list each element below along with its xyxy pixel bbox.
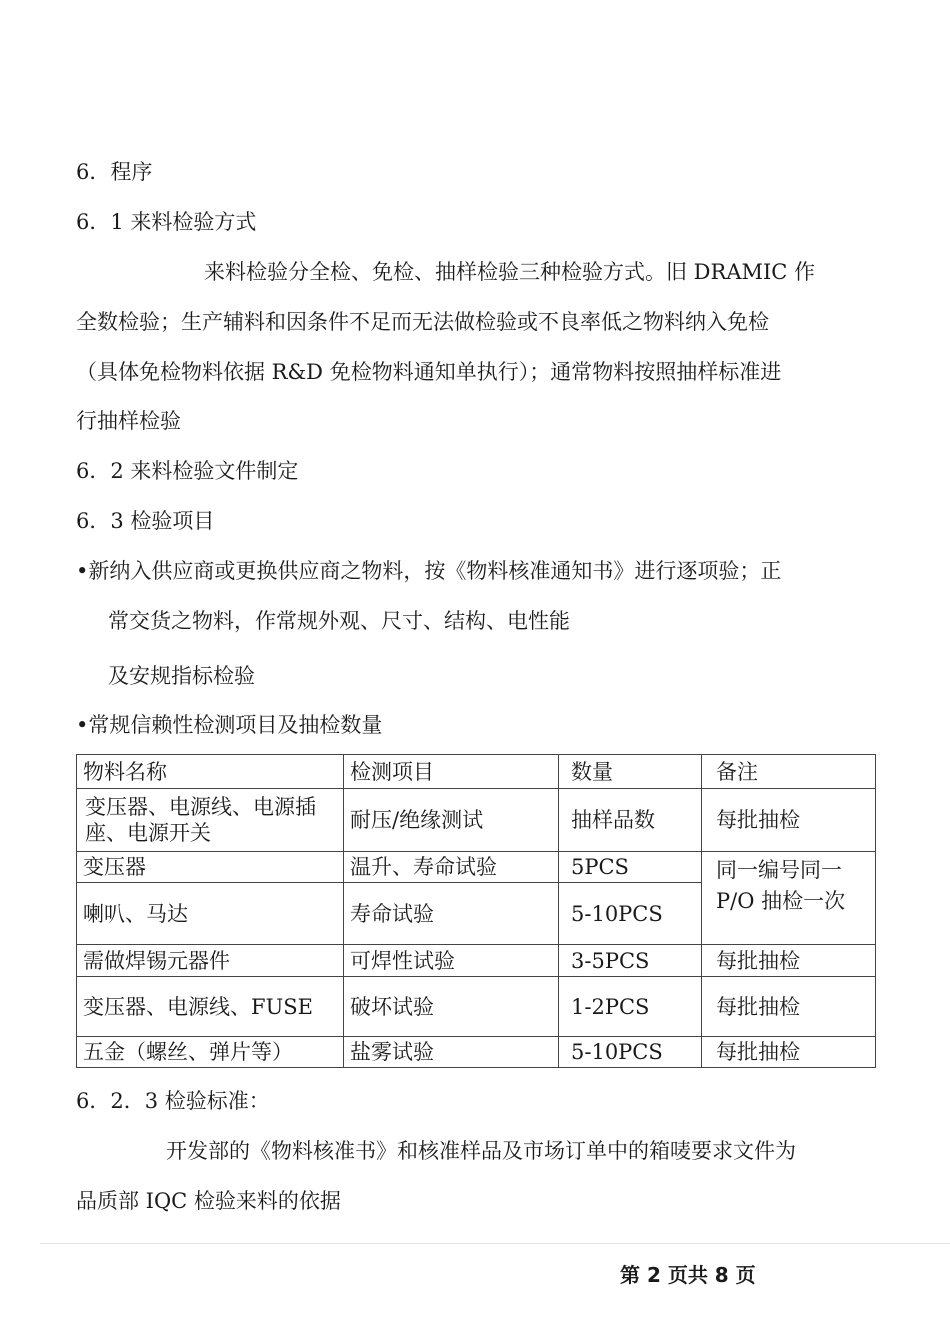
table-row (77, 945, 876, 977)
section-heading: 6．程序 (76, 160, 153, 184)
note-cell: 每批抽检 (702, 789, 876, 852)
test-cell: 温升、寿命试验 (344, 852, 559, 883)
table-header-cell: 检测项目 (344, 755, 559, 789)
table-header-cell: 物料名称 (77, 755, 344, 789)
test-cell: 耐压/绝缘测试 (344, 789, 559, 852)
qty-cell: 抽样品数 (559, 789, 702, 852)
inspection-table (76, 754, 876, 1068)
material-cell: 需做焊锡元器件 (77, 945, 344, 977)
section-heading: 6．2．3 检验标准： (76, 1089, 270, 1113)
material-cell: 变压器、电源线、电源插座、电源开关 (77, 789, 344, 852)
table-row (77, 1037, 876, 1068)
paragraph-line: 全数检验；生产辅料和因条件不足而无法做检验或不良率低之物料纳入免检 (76, 310, 769, 334)
table-row (77, 789, 876, 852)
bullet-line: 及安规指标检验 (108, 664, 255, 688)
bullet-line: •常规信赖性检测项目及抽检数量 (76, 713, 383, 737)
table-header-row (77, 755, 876, 789)
paragraph-line: 品质部 IQC 检验来料的依据 (76, 1189, 341, 1213)
section-heading: 6．2 来料检验文件制定 (76, 459, 299, 483)
test-cell: 盐雾试验 (344, 1037, 559, 1068)
material-cell: 变压器、电源线、FUSE (77, 977, 344, 1037)
paragraph-line: （具体免检物料依据 R&D 免检物料通知单执行）；通常物料按照抽样标准进 (76, 360, 782, 384)
test-cell: 可焊性试验 (344, 945, 559, 977)
paragraph-line: 来料检验分全检、免检、抽样检验三种检验方式。旧 DRAMIC 作 (204, 260, 816, 284)
qty-cell: 5PCS (559, 852, 702, 883)
qty-cell: 5-10PCS (559, 1037, 702, 1068)
qty-cell: 5-10PCS (559, 883, 702, 945)
page-number: 第 2 页共 8 页 (620, 1263, 756, 1287)
section-heading: 6．1 来料检验方式 (76, 210, 257, 234)
paragraph-line: 行抽样检验 (76, 409, 181, 433)
material-cell: 变压器 (77, 852, 344, 883)
material-cell: 五金（螺丝、弹片等） (77, 1037, 344, 1068)
test-cell: 寿命试验 (344, 883, 559, 945)
table-header-cell: 数量 (559, 755, 702, 789)
note-cell: 每批抽检 (702, 977, 876, 1037)
paragraph-line: 开发部的《物料核准书》和核准样品及市场订单中的箱唛要求文件为 (166, 1139, 796, 1163)
note-cell: 同一编号同一P/O 抽检一次 (702, 852, 876, 945)
test-cell: 破坏试验 (344, 977, 559, 1037)
bullet-line: •新纳入供应商或更换供应商之物料，按《物料核准通知书》进行逐项验；正 (76, 559, 782, 583)
bullet-line: 常交货之物料，作常规外观、尺寸、结构、电性能 (108, 609, 570, 633)
material-cell: 喇叭、马达 (77, 883, 344, 945)
footer-divider (40, 1243, 950, 1244)
table-row (77, 852, 876, 883)
table-header-cell: 备注 (702, 755, 876, 789)
note-cell: 每批抽检 (702, 1037, 876, 1068)
section-heading: 6．3 检验项目 (76, 509, 215, 533)
qty-cell: 3-5PCS (559, 945, 702, 977)
table-row (77, 977, 876, 1037)
note-cell: 每批抽检 (702, 945, 876, 977)
qty-cell: 1-2PCS (559, 977, 702, 1037)
